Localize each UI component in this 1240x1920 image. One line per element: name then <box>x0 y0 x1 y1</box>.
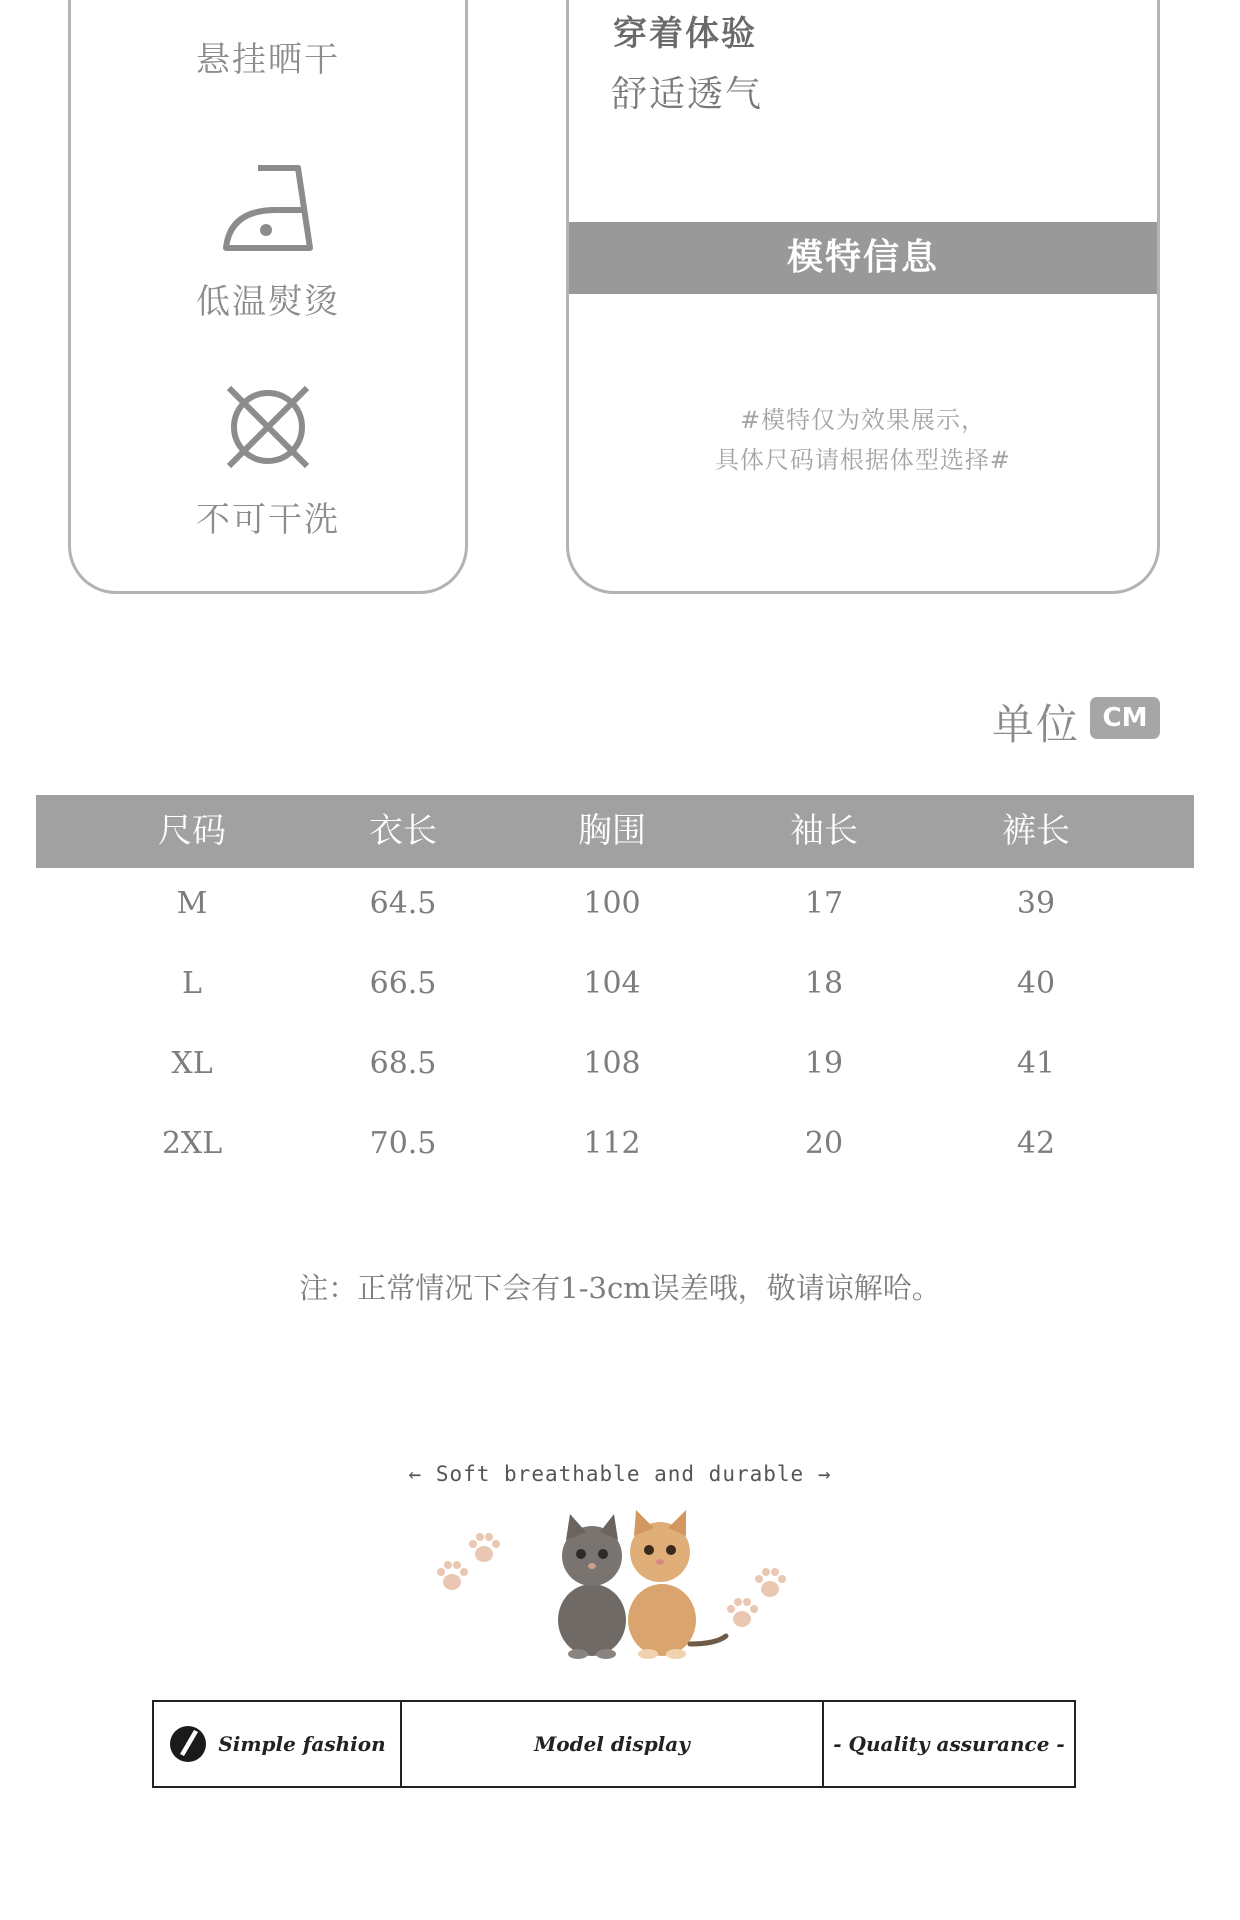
paw-print-icon <box>466 1530 502 1566</box>
care-item-no-dry-clean <box>71 382 465 541</box>
column-header-size: 尺码 <box>158 811 226 851</box>
table-cell: 39 <box>1016 886 1056 921</box>
kittens-illustration <box>530 1508 730 1660</box>
column-header-chest: 胸围 <box>578 811 646 851</box>
table-cell: 66.5 <box>369 966 437 1001</box>
size-table-header <box>36 795 1194 868</box>
table-cell: 20 <box>804 1126 844 1161</box>
care-item-hang-dry <box>71 0 465 81</box>
care-instructions-panel <box>68 0 468 594</box>
table-cell: 68.5 <box>369 1046 437 1081</box>
table-row <box>36 948 1194 1028</box>
column-header-length: 衣长 <box>369 811 437 851</box>
table-cell: 108 <box>583 1046 641 1081</box>
table-cell: 64.5 <box>369 886 437 921</box>
paw-print-icon <box>752 1565 788 1601</box>
column-header-sleeve: 袖长 <box>790 811 858 851</box>
table-row <box>36 1108 1194 1188</box>
table-cell: 104 <box>583 966 641 1001</box>
column-header-pants: 裤长 <box>1002 811 1070 851</box>
table-cell: M <box>176 886 208 921</box>
feature-cell-quality-assurance <box>824 1702 1074 1786</box>
table-cell: 41 <box>1016 1046 1056 1081</box>
feature-label: Simple fashion <box>218 1732 386 1756</box>
table-cell: 70.5 <box>369 1126 437 1161</box>
table-cell: 18 <box>804 966 844 1001</box>
table-cell: 42 <box>1016 1126 1056 1161</box>
feature-cell-model-display <box>402 1702 824 1786</box>
table-cell: 19 <box>804 1046 844 1081</box>
table-cell: 17 <box>804 886 844 921</box>
hang-dry-icon <box>220 0 316 2</box>
feature-label: - Quality assurance - <box>833 1732 1065 1756</box>
feature-cell-simple-fashion <box>154 1702 402 1786</box>
care-label: 低温熨烫 <box>196 282 340 322</box>
wear-experience-title: 穿着体验 <box>613 14 757 54</box>
model-note-line-2: 具体尺码请根据体型选择# <box>714 446 1012 474</box>
care-label: 悬挂晒干 <box>196 40 340 80</box>
model-info-header: 模特信息 <box>569 222 1157 294</box>
no-dry-clean-icon <box>223 382 313 472</box>
paw-print-icon <box>434 1558 470 1594</box>
care-label: 不可干洗 <box>196 500 340 540</box>
care-item-low-iron <box>71 162 465 323</box>
unit-badge: CM <box>1090 697 1160 739</box>
product-info-panel <box>566 0 1160 594</box>
table-row <box>36 1028 1194 1108</box>
table-cell: 112 <box>583 1126 641 1161</box>
measurement-note: 注：正常情况下会有1-3cm误差哦，敬请谅解哈。 <box>299 1271 941 1305</box>
table-row <box>36 868 1194 948</box>
wear-experience-value: 舒适透气 <box>611 74 764 115</box>
bottom-feature-bar <box>152 1700 1076 1788</box>
table-cell: 2XL <box>161 1126 223 1161</box>
feature-label: Model display <box>534 1732 690 1756</box>
table-cell: 100 <box>583 886 641 921</box>
model-note-line-1: #模特仅为效果展示， <box>739 406 987 434</box>
table-cell: L <box>182 966 202 1001</box>
table-cell: XL <box>171 1046 213 1081</box>
tagline: ← Soft breathable and durable → <box>408 1462 832 1486</box>
table-cell: 40 <box>1016 966 1056 1001</box>
size-table <box>36 795 1194 1188</box>
low-iron-icon <box>218 162 318 254</box>
brand-logo-icon <box>168 1724 208 1764</box>
unit-label: 单位 <box>992 700 1081 749</box>
